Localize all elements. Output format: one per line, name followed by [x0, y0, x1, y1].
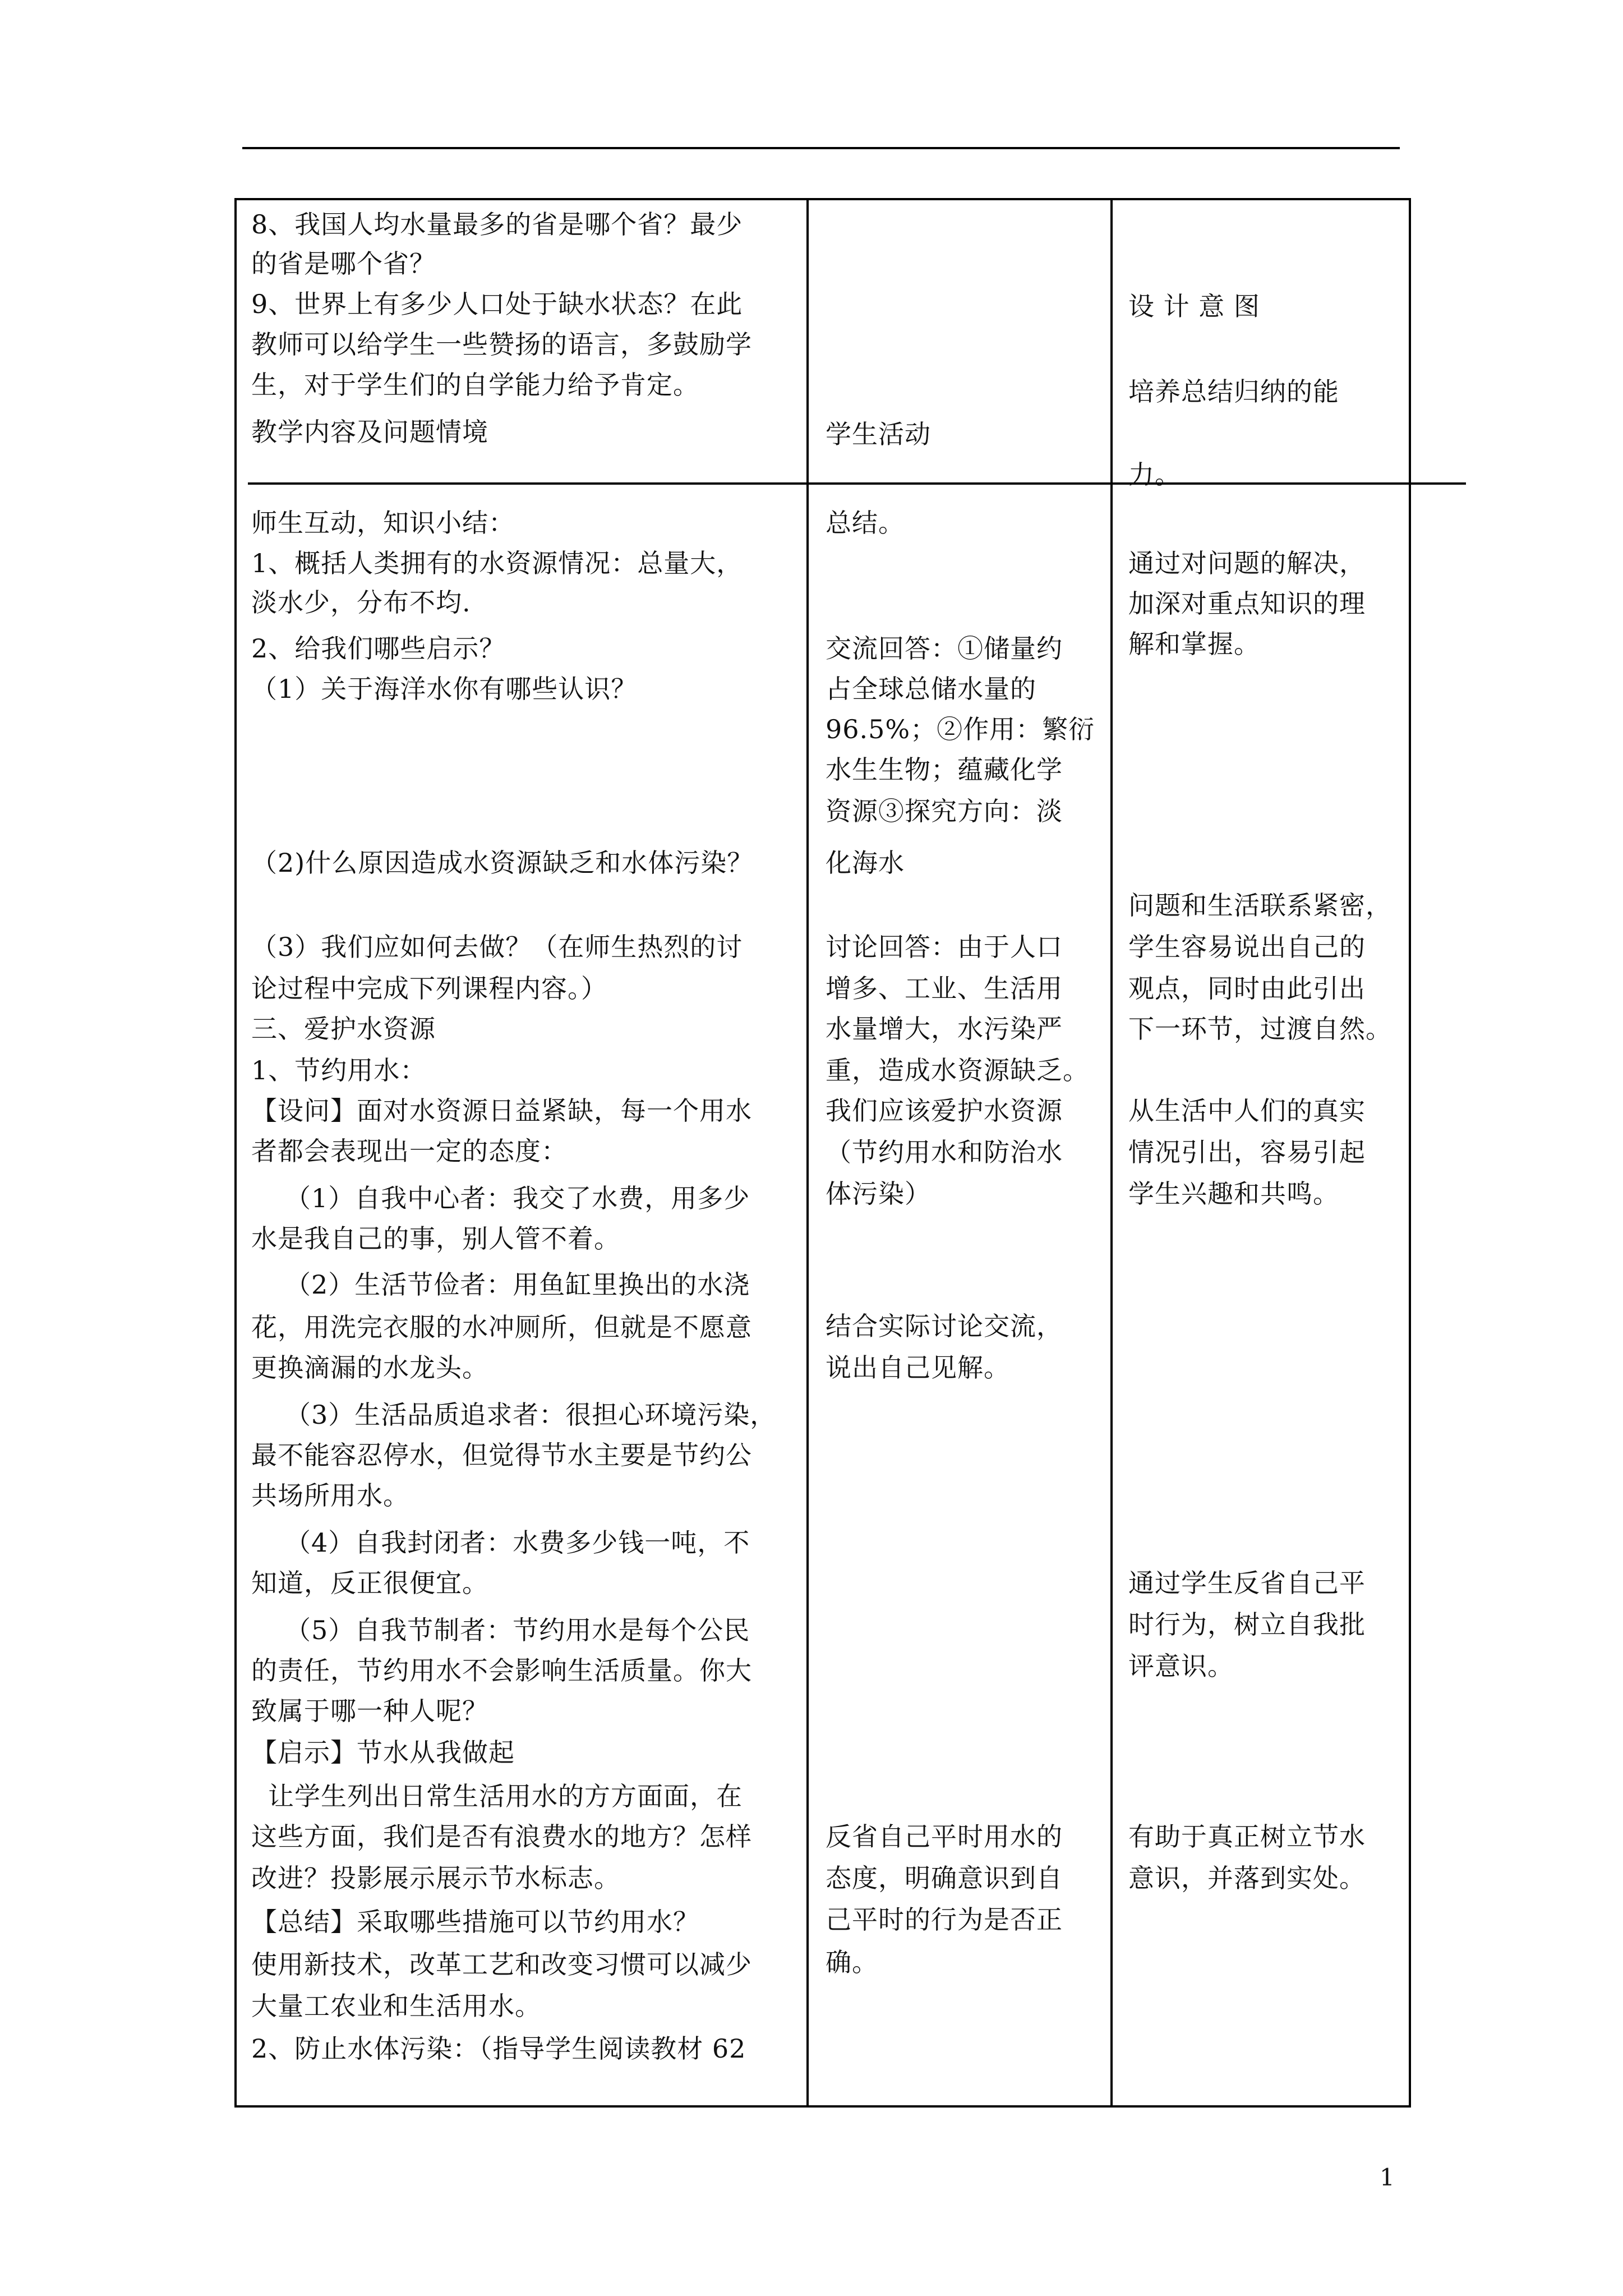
content-line: 淡水少，分布不均. — [251, 587, 471, 618]
content-line: （3）生活品质追求者：很担心环境污染， — [285, 1400, 777, 1430]
content-line: 师生互动，知识小结： — [251, 508, 515, 538]
content-line: 的责任，节约用水不会影响生活质量。你大 — [251, 1655, 752, 1686]
page-number: 1 — [1380, 2164, 1395, 2191]
content-line: 最不能容忍停水，但觉得节水主要是节约公 — [251, 1440, 752, 1470]
question-9-line-1: 9、世界上有多少人口处于缺水状态？在此 — [251, 289, 743, 319]
content-line: 使用新技术，改革工艺和改变习惯可以减少 — [251, 1949, 752, 1980]
design-intent-top-line-2: 力。 — [1128, 459, 1181, 490]
content-line: 【总结】采取哪些措施可以节约用水？ — [251, 1907, 699, 1937]
content-line: （1）关于海洋水你有哪些认识？ — [251, 674, 638, 704]
column-heading-student-activity: 学生活动 — [826, 419, 931, 449]
activity-line: 增多、工业、生活用 — [826, 973, 1063, 1004]
content-line: 知道，反正很便宜。 — [251, 1568, 488, 1598]
content-line: 1、概括人类拥有的水资源情况：总量大， — [251, 548, 743, 578]
activity-line: 化海水 — [826, 848, 905, 878]
question-8-line-2: 的省是哪个省？ — [251, 249, 436, 279]
activity-line: 己平时的行为是否正 — [826, 1904, 1063, 1935]
intent-line: 评意识。 — [1128, 1651, 1234, 1681]
content-line: （3）我们应如何去做？（在师生热烈的讨 — [251, 932, 743, 962]
question-9-line-2: 教师可以给学生一些赞扬的语言，多鼓励学 — [251, 329, 752, 360]
activity-line: 体污染） — [826, 1179, 931, 1209]
activity-line: 总结。 — [826, 508, 905, 538]
content-line: 改进？投影展示展示节水标志。 — [251, 1863, 620, 1893]
activity-line: 结合实际讨论交流， — [826, 1311, 1063, 1341]
intent-line: 从生活中人们的真实 — [1128, 1096, 1366, 1126]
intent-line: 学生容易说出自己的 — [1128, 932, 1366, 962]
content-line: （4）自我封闭者：水费多少钱一吨，不 — [285, 1527, 750, 1558]
intent-line: 下一环节，过渡自然。 — [1128, 1014, 1392, 1044]
content-line: （5）自我节制者：节约用水是每个公民 — [285, 1615, 750, 1645]
content-line: 这些方面，我们是否有浪费水的地方？怎样 — [251, 1821, 752, 1852]
content-line: 共场所用水。 — [251, 1480, 409, 1511]
header-rule — [242, 147, 1400, 149]
intent-line: 通过学生反省自己平 — [1128, 1568, 1366, 1598]
activity-line: 确。 — [826, 1947, 878, 1977]
activity-line: 重，造成水资源缺乏。 — [826, 1055, 1089, 1085]
question-9-line-3: 生，对于学生们的自学能力给予肯定。 — [251, 370, 699, 400]
activity-line: 水生生物；蕴藏化学 — [826, 754, 1063, 785]
intent-line: 解和掌握。 — [1128, 629, 1260, 659]
activity-line: 说出自己见解。 — [826, 1352, 1010, 1383]
content-line: 更换滴漏的水龙头。 — [251, 1352, 488, 1383]
design-intent-top-line-1: 培养总结归纳的能 — [1128, 376, 1339, 407]
content-line: 让学生列出日常生活用水的方方面面，在 — [268, 1781, 743, 1811]
content-line: 2、给我们哪些启示？ — [251, 633, 506, 664]
content-line: （2）生活节俭者：用鱼缸里换出的水浇 — [285, 1269, 750, 1300]
activity-line: 96.5%；②作用：繁衍 — [826, 714, 1095, 744]
intent-line: 加深对重点知识的理 — [1128, 588, 1366, 619]
content-line: （2)什么原因造成水资源缺乏和水体污染？ — [251, 848, 754, 878]
activity-line: 水量增大，水污染严 — [826, 1014, 1063, 1044]
activity-line: 资源③探究方向：淡 — [826, 796, 1063, 826]
content-line: 2、防止水体污染：（指导学生阅读教材 62 — [251, 2033, 746, 2064]
question-8-line-1: 8、我国人均水量最多的省是哪个省？最少 — [251, 209, 743, 240]
content-line: 三、爱护水资源 — [251, 1014, 436, 1044]
content-line: 花，用洗完衣服的水冲厕所，但就是不愿意 — [251, 1312, 752, 1342]
content-line: 致属于哪一种人呢？ — [251, 1696, 488, 1726]
content-line: 【启示】节水从我做起 — [251, 1737, 515, 1768]
column-heading-teaching-content: 教学内容及问题情境 — [251, 417, 488, 447]
content-line: 论过程中完成下列课程内容。） — [251, 973, 607, 1004]
intent-line: 有助于真正树立节水 — [1128, 1821, 1366, 1852]
content-line: （1）自我中心者：我交了水费，用多少 — [285, 1183, 750, 1213]
content-line: 1、节约用水： — [251, 1055, 427, 1085]
intent-line: 情况引出，容易引起 — [1128, 1137, 1366, 1167]
activity-line: 我们应该爱护水资源 — [826, 1096, 1063, 1126]
activity-line: （节约用水和防治水 — [826, 1137, 1063, 1167]
activity-line: 态度，明确意识到自 — [826, 1863, 1063, 1893]
content-line: 水是我自己的事，别人管不着。 — [251, 1223, 620, 1254]
activity-line: 占全球总储水量的 — [826, 674, 1036, 704]
intent-line: 意识，并落到实处。 — [1128, 1863, 1366, 1893]
activity-line: 反省自己平时用水的 — [826, 1821, 1063, 1852]
intent-line: 观点，同时由此引出 — [1128, 973, 1366, 1004]
intent-line: 通过对问题的解决， — [1128, 548, 1366, 578]
content-line: 者都会表现出一定的态度： — [251, 1136, 568, 1166]
content-line: 大量工农业和生活用水。 — [251, 1991, 541, 2021]
section-rule — [248, 482, 1466, 485]
activity-line: 交流回答：①储量约 — [826, 633, 1063, 664]
intent-line: 问题和生活联系紧密， — [1128, 890, 1392, 921]
intent-line: 学生兴趣和共鸣。 — [1128, 1179, 1339, 1209]
column-heading-design-intent: 设 计 意 图 — [1128, 291, 1260, 321]
activity-line: 讨论回答：由于人口 — [826, 932, 1063, 962]
intent-line: 时行为，树立自我批 — [1128, 1609, 1366, 1640]
content-line: 【设问】面对水资源日益紧缺，每一个用水 — [251, 1096, 752, 1126]
